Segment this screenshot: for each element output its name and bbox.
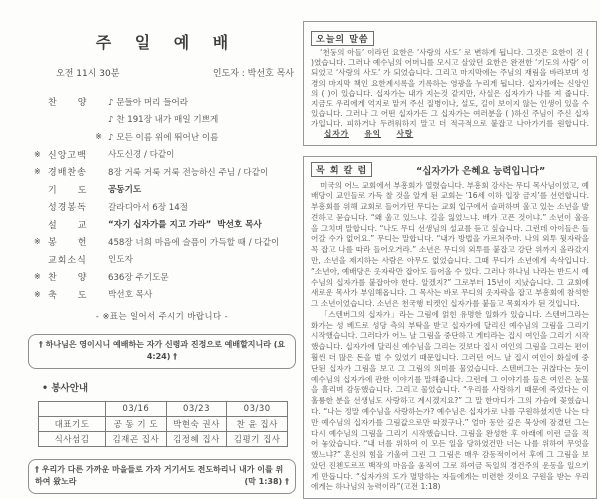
liturgy-row <box>34 233 296 251</box>
liturgy-label: 신앙고백 <box>48 150 87 161</box>
table-header-cell: 03/30 <box>227 401 288 416</box>
service-guide-heading: • 봉사안내 <box>42 382 89 394</box>
pastoral-header <box>311 162 589 179</box>
table-cell: 찬 윤 집사 <box>227 416 288 431</box>
liturgy-content: ♪ 문들아 머리 들어라 <box>108 97 189 108</box>
right-column <box>303 21 597 499</box>
liturgy-content: 8장 거룩 거룩 거룩 전능하신 주님 / 다같이 <box>108 167 269 178</box>
liturgy-row <box>34 93 296 111</box>
table-header-cell: 03/23 <box>166 401 227 416</box>
liturgy-content: “자기 십자가를 지고 가라” 박선호 목사 <box>108 220 262 231</box>
service-time: 오전 11시 30분 <box>56 69 120 79</box>
liturgy-label: 성경봉독 <box>48 203 87 214</box>
service-leader: 인도자 : 박선호 목사 <box>212 69 294 79</box>
liturgy-label: 교회소식 <box>48 255 87 266</box>
table-row <box>39 431 288 446</box>
keyword-3: 사랑 <box>396 129 414 139</box>
table-header-cell <box>39 401 106 416</box>
liturgy-content: 사도신경 / 다같이 <box>108 150 175 161</box>
verse-box-bottom <box>28 459 296 494</box>
liturgy-row <box>34 111 296 129</box>
service-table-head <box>39 401 288 416</box>
liturgy-content: 636장 주기도문 <box>108 272 169 283</box>
todays-word-box <box>303 21 597 146</box>
stand-mark-icon: ※ <box>34 272 41 282</box>
liturgy-content: 458장 너희 마음에 슬픔이 가득할 때 / 다같이 <box>108 237 280 248</box>
liturgy-list <box>28 93 296 303</box>
stand-mark-icon: ※ <box>34 167 41 177</box>
left-column <box>28 0 296 494</box>
table-cell: 대표기도 <box>39 416 106 431</box>
service-meta <box>28 66 296 79</box>
stand-mark-icon: ※ <box>34 149 41 159</box>
page-title: 주 일 예 배 <box>95 33 238 52</box>
todays-word-label: 오늘의 말씀 <box>311 31 374 46</box>
liturgy-content: 갈라디아서 6장 14절 <box>108 202 188 213</box>
liturgy-row <box>34 216 296 234</box>
todays-word-text: ‘천둥의 아들’ 이라던 요한은 ‘사랑의 사도’ 로 변하게 됩니다. 그것은 요한이 진 ( )였습니다. 그러나 예수님의 어머니를 모시고 살았던 요한은 완전한 ‘기도의 사람’ 이 되었고 ‘사랑의 사도’ 가 되었습니다. 그리고 마지막에는 주님의 재림을 바라보며 성경의 마지막 책인 요한계시록을 기록하는 영광을 누리게 됩니다. 십자가에는 신앙인의 ( )이 있습니다. 십자가는 내가 지는것 같지만, 사실은 십자가가 나를 져 줍니다. 지금도 우리에게 억지로 맡겨 주신 질병이나, 설도, 길이 보이지 않는 인생이 있을 수 있습니다. 그러나 그 어떤 십자가든 그 십자가는 여러분을 ( )하신 주님이 주신 십자가입니다. 피하거나 두려워하지 말고 더 적극적으로 붙잡고 나아가기를 원합니다. <box>311 48 589 129</box>
liturgy-content: 인도자 <box>108 255 133 266</box>
pastoral-label: 목 회 칼 럼 <box>311 162 372 177</box>
table-header-row <box>39 401 288 416</box>
liturgy-row <box>34 128 296 146</box>
table-cell: 공 동 기 도 <box>106 416 167 431</box>
liturgy-row <box>34 181 296 199</box>
table-header-cell: 03/16 <box>106 401 167 416</box>
liturgy-content: ♪ 찬 191장 내가 매일 기쁘게 <box>108 115 219 126</box>
pastoral-paragraph: 미국의 어느 교회에서 부흥회가 열렸습니다. 부흥회 강사는 무디 목사님이었고, 예배당이 교인들로 가득 찰 것을 알게 된 교회는 ‘16세 이하 입장 금지’를 선언합니다. 부흥회를 위해 교회로 들어가던 무디는 교회 입구에서 슬퍼하며 울고 있는 소년을 발견하고 묻습니다. “왜 울고 있느냐. 길을 잃었느냐. 배가 고픈 것이냐.” 소년이 울음을 그치며 말합니다. “나도 무디 선생님의 설교를 듣고 싶습니다. 그런데 아이들은 들어갈 수가 없어요.” 무디는 말합니다. “내가 방법을 가르쳐주마. 나의 외투 뒷자락을 꼭 잡고 나를 따라 들어오거라.” 소년은 무디의 외투를 붙잡고 강단 위까지 올라갔지만, 소년을 제지하는 사람은 아무도 없었습니다. 그때 무디가 소년에게 속삭입니다. “소년아, 예배당은 옷자락만 잡아도 들어올 수 있다. 그러나 하나님 나라는 반드시 예수님의 십자가를 붙잡아야 한다. 알겠지?” 그로부터 15년이 지났습니다. 그 교회에 새로운 목사가 부임해옵니다. 그 목사는 바로 무디의 옷자락을 잡고 부흥회에 참석한 그 소년이었습니다. 소년은 천국행 티켓인 십자가를 붙들고 목회자가 된 것입니다. <box>311 180 589 309</box>
liturgy-row <box>34 286 296 304</box>
liturgy-row <box>34 198 296 216</box>
verse-bottom-text: † 우리가 다른 가까운 마을들로 가자 거기서도 전도하리니 내가 이를 위하여 왔노라 <box>35 464 284 487</box>
keyword-1: 십자가 <box>324 129 350 139</box>
liturgy-label: 설 교 <box>48 220 88 231</box>
table-cell: 김평기 집사 <box>227 431 288 446</box>
liturgy-row <box>34 268 296 286</box>
liturgy-label: 찬 양 <box>48 273 88 284</box>
liturgy-label: 봉 헌 <box>48 238 88 249</box>
service-table <box>38 401 288 447</box>
todays-word-body <box>311 48 589 140</box>
table-cell: 식사섬김 <box>39 431 106 446</box>
service-table-body <box>39 416 288 446</box>
stand-note: - ※표는 일어서 주시기 바랍니다 - <box>95 311 229 321</box>
stand-mark-icon: ※ <box>34 237 41 247</box>
liturgy-row <box>34 146 296 164</box>
liturgy-row <box>34 163 296 181</box>
liturgy-label: ※ <box>95 132 103 142</box>
pastoral-column-box <box>303 156 597 499</box>
table-cell: 박현숙 권사 <box>166 416 227 431</box>
keyword-2: 유익 <box>364 129 382 139</box>
liturgy-label: 경배찬송 <box>48 168 87 179</box>
liturgy-content: ♪ 모든 이름 위에 뛰어난 이름 <box>108 132 219 143</box>
verse-bottom-ref: (막 1:38) † <box>244 477 289 487</box>
liturgy-label: 기 도 <box>48 185 88 196</box>
liturgy-label: 찬 양 <box>48 98 88 109</box>
table-cell: 김정혜 집사 <box>166 431 227 446</box>
pastoral-title: “십자가가 은혜요 능력입니다” <box>415 166 546 178</box>
liturgy-content: 공동기도 <box>108 185 142 196</box>
stand-mark-icon: ※ <box>34 289 41 299</box>
liturgy-label: 축 도 <box>48 290 88 301</box>
pastoral-paragraph: 「스텐버그의 십자가」라는 그림에 얽힌 유명한 일화가 있습니다. 스텐버그라는 화가는 성 베드로 성당 측의 부탁을 받고 십자가에 달리신 예수님의 그림을 그리기 시작했습니다. 그러다가 어느 날 그림을 중단하고 게티라는 집시 여인을 그리기 시작했습니다. 십자가에 달리신 예수님을 그리는 것보다 집시 여인의 그림을 그리는 편이 훨씬 더 많은 돈을 벌 수 있었기 때문입니다. 그러던 어느 날 집시 여인이 화실에 중단된 십자가 그림을 보고 그 그림의 의미를 물었습니다. 스텐버그는 귀찮다는 듯이 예수님의 십자가에 관한 이야기를 말해줍니다. 그런데 그 이야기를 들은 여인은 눈물을 흘리며 감동했습니다. 그리고 물었습니다. “우리를 사랑하기 때문에 죽었다는 이 훌륭한 분을 선생님도 사랑하고 계시겠지요?” 그 말 한마디가 그의 가슴에 꽂혔습니다. “나는 정말 예수님을 사랑하는가? 예수님은 십자가로 나를 구원하셨지만 나는 다만 예수님의 십자가를 그림값으로만 따졌구나.” 얼마 동안 깊은 묵상에 잠겼던 그는 다시 예수님의 그림을 그리기 시작했습니다. 그림을 완성한 후 아래에 이런 글을 적어 놓았습니다. “내 너를 위하여 이 모든 일을 당하였건만 너는 나를 위하여 무엇을 했느냐?” 혼신의 힘을 기울여 그린 그 그림은 매우 감동적이어서 후에 그 그림을 보았던 진첸도르프 백작의 마음을 움직여 그로 하여금 독일의 경건주의 운동을 일으키게 만듭니다. “십자가의 도가 멸망하는 자들에게는 미련한 것이요 구원을 받는 우리에게는 하나님의 능력이라”(고전 1:18) <box>311 309 589 492</box>
table-row <box>39 416 288 431</box>
table-cell: 김재곤 집사 <box>106 431 167 446</box>
liturgy-row <box>34 251 296 269</box>
verse-box-top: † 하나님은 영이시니 예배하는 자가 신령과 진정으로 예배할지니라 (요4:24) † <box>28 334 296 369</box>
liturgy-content: 박선호 목사 <box>108 290 153 301</box>
